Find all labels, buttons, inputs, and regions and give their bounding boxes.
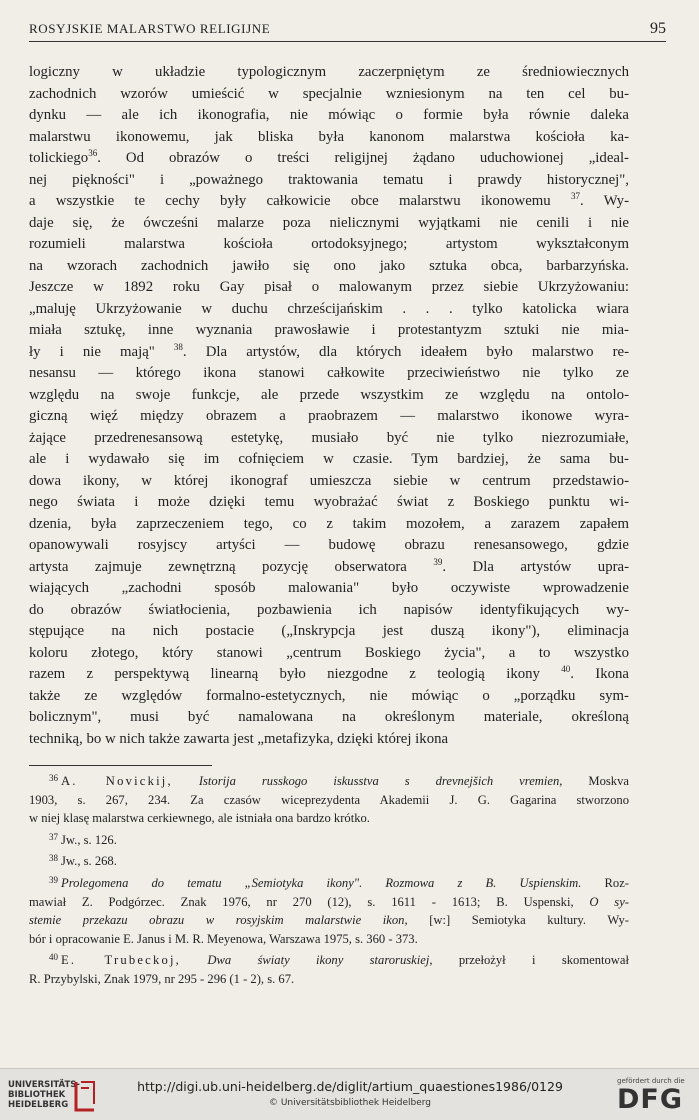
body-line: razem z perspektywą linearną było niezgodne z teologią ikony $^{40}$. Ikona [29,664,629,682]
body-line: nesansu — którego ikona stanowi całkowite przeciwieństwo nie tylko ze [29,365,629,381]
body-line: wiających „zachodni sposób malowania" było oczywiste wprowadzenie [29,580,629,596]
body-line: dynku — ale ich ikonografia, nie mówiąc o formie była równie daleka [29,107,629,123]
body-line: miała sztukę, inne wyznania prawosławie i protestantyzm sztuki nie mia- [29,322,629,338]
dfg-wordmark: DFG [617,1084,684,1115]
body-line: nego świata i może dzięki temu wyobrażać świat z Boskiego punktu wi- [29,494,629,510]
library-name-line: HEIDELBERG [8,1100,69,1110]
viewer-footer [0,1068,699,1120]
body-line: logiczny w układzie typologicznym zaczerpniętym ze średniowiecznych [29,64,629,80]
footnote-40: $^{40}$ E. Trubeckoj, Dwa światy ikony staroruskiej, przełożył i skomentował [49,952,629,968]
footnote-ref: 36 [88,148,98,158]
body-line: nej piękności" i „poważnego traktowania tematu i prawdy historycznej", [29,171,629,188]
footnote-line: R. Przybylski, Znak 1979, nr 295 - 296 (1 - 2), s. 67. [29,971,295,986]
body-line: stępujące na nich postacie („Inskrypcja jest duszą ikony"), eliminacja [29,623,629,639]
body-line: dowa ikony, w której ikonograf umieszcza siebie w centrum przedstawio- [29,472,629,489]
body-line: koloru złotego, który stanowi „centrum Boskiego życia", a to wszystko [29,644,629,661]
footnote-line: bór i opracowanie E. Janus i M. R. Meyenowa, Warszawa 1975, s. 360 - 373. [29,931,418,946]
body-line: Jeszcze w 1892 roku Gay pisał o malowanym przez siebie Ukrzyżowaniu: [29,279,629,295]
permalink-url[interactable]: http://digi.ub.uni-heidelberg.de/diglit/artium_quaestiones1986/0129 [137,1079,563,1094]
running-title: ROSYJSKIE MALARSTWO RELIGIJNE [29,21,271,36]
body-line: ale i wydawało się im cofnięciem w czasie. Tym bardziej, że sama bu- [29,451,629,467]
body-line: względu na swoje funkcje, ale przede wszystkim ze względu na ontolo- [29,386,629,403]
footnote-36: $^{36}$ A. Novickij, Istorija russkogo iskusstva s drevnejšich vremien, Moskva [49,773,629,788]
header-rule [29,41,666,42]
body-line: także ze względów formalno-estetycznych, nie mówiąc o „porządku sym- [29,687,629,704]
dfg-logo[interactable] [617,1077,695,1115]
footnote-ref: 37 [570,191,580,201]
copyright-text: © Universitätsbibliothek Heidelberg [268,1098,431,1108]
body-line: dzenia, była zaprzeczeniem tego, co z takim mozołem, a zarazem zapałem [29,515,629,532]
library-logo[interactable] [8,1080,100,1112]
body-line: opanowywali rosyjscy artyści — budowę obrazu renesansowego, gdzie [29,537,629,553]
body-line: do obrazów światłocienia, pozbawienia ich napisów identyfikujących wy- [29,601,629,618]
body-line: a wszystkie te cechy były całkowicie obce malarstwu ikonowemu $^{37}$. Wy- [29,191,629,209]
footnote-ref: 38 [173,341,183,352]
body-line: na wzorach zachodnich jawiło się ono jako sztuka obca, barbarzyńska. [29,257,629,274]
footnote-line: mawiał Z. Podgórzec. Znak 1976, nr 270 (12), s. 1611 - 1613; B. Uspenski, O sy- [29,894,629,909]
body-line: techniką, bo w nich także zawarta jest „metafizyka, dzięki której ikona [29,730,449,747]
footnote-line: w niej klasę malarstwa cerkiewnego, ale istniała ona bardzo krótko. [29,811,370,826]
footnote-line: stemie przekazu obrazu w rosyjskim malarstwie ikon, [w:] Semiotyka kultury. Wy- [29,913,629,928]
footnote-ref: 39 [433,556,443,567]
body-line: zachodnich wzorów umieścić w specjalnie wzniesionym na ten cel bu- [29,85,629,102]
body-line: artysta zajmuje zewnętrzną pozycję obserwatora $^{39}$. Dla artystów upra- [29,556,630,575]
page-number: 95 [650,20,666,37]
footnotes [29,769,629,989]
footnote-line: 1903, s. 267, 234. Za czasów wiceprezydenta Akademii J. G. Gagarina stworzono [29,792,629,807]
library-name-line: UNIVERSITÄTS- [8,1080,80,1090]
body-line: żające przedrenesansową estetykę, musiało być nie tylko niezrozumiałe, [29,429,629,446]
running-head [29,20,666,38]
library-name-line: BIBLIOTHEK [8,1090,66,1100]
footnote-39: $^{39}$ Prolegomena do tematu „Semiotyka ikony". Rozmowa z B. Uspienskim. Roz- [49,874,629,890]
body-line: giczną więź między obrazem a praobrazem — malarstwo ikonowe wyra- [29,408,629,424]
body-line: ły i nie mają" $^{38}$. Dla artystów, dla których ideałem było malarstwo re- [29,341,629,360]
body-line: malarstwu ikonowemu, jak bliska była kanonom malarstwa kościoła ka- [29,128,629,145]
footnote-38: $^{38}$ Jw., s. 268. [49,853,117,869]
body-line: rozumieli malarstwa kościoła ortodoksyjnego; artystom wykształconym [29,236,629,252]
funded-by-text: gefördert durch die [617,1077,685,1085]
footnote-37: $^{37}$ Jw., s. 126. [49,831,117,847]
body-line: bolicznym", musi być namalowana na określonym materiale, określoną [29,709,629,725]
body-line: „maluję Ukrzyżowanie w duchu chrześcijańskim . . . tylko katolicka wiara [29,300,629,317]
body-line: daje się, że ówcześni malarze poza nielicznymi wyjątkami nie cenili i nie [29,214,629,231]
library-emblem-icon [72,1080,98,1112]
footnote-ref: 40 [561,664,571,674]
footnote-rule [29,765,212,766]
body-line: tolickiego$^{36}$. Od obrazów o treści religijnej żądano uduchowionej „ideal- [29,148,629,166]
body-text [29,62,629,750]
